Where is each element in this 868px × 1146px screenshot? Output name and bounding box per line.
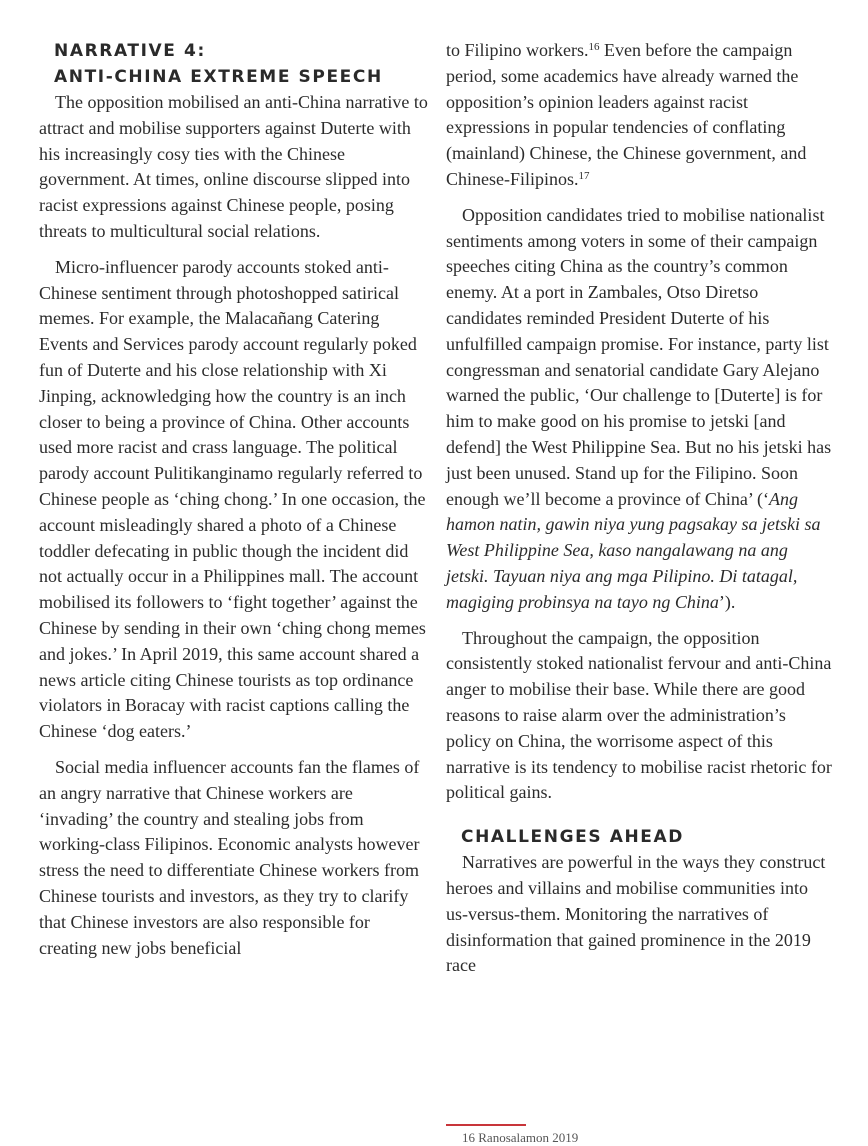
footnote: 16 Ranosalamon 2019 [462,1130,579,1145]
footnote-divider [446,1124,526,1126]
paragraph [446,203,832,616]
paragraph-text: to Filipino workers. [446,40,589,60]
paragraph: Throughout the campaign, the opposition consistently stoked nationalist fervour and anti-China anger to mobilise their base. While there are good reasons to raise alarm over the administration’s policy on China, the worrisome aspect of this narrative is its tendency to mobilise racist rhetoric for political gains. [446,627,832,803]
paragraph-text: Opposition candidates tried to mobilise nationalist sentiments among voters in some of their campaign speeches citing China as the country’s common enemy. At a port in Zambales, Otso Diretso candidates reminded President Duterte of his unfulfilled campaign promise. For instance, party list congressman and senatorial candidate Gary Alejano warned the public, ‘Our challenge to [Duterte] is for him to make good on his promise to jetski [and defend] the West Philippine Sea. But no his jetski has just been unused. Stand up for the Filipino. Soon enough we’ll become a province of China’ (‘ [446,204,832,509]
paragraph: The opposition mobilised an anti-China narrative to attract and mobilise supporters against Duterte with his increasingly cosy ties with the Chinese government. At times, online discourse slipped into racist expressions against Chinese people, posing threats to multicultural social relations. [39,92,428,241]
footnote-ref: 17 [578,169,590,182]
section-heading: CHALLENGES AHEAD [461,827,684,848]
footnote-ref: 16 [588,41,600,53]
right-column [446,38,832,979]
tagalog-quote: Ang hamon natin, gawin niya yung pagsakay sa jetski sa West Philippine Sea, kaso nangalawang na ang jetski. Tayuan niya ang mga Pilipino. Di tatagal, magiging probinsya na tayo ng China [446,488,821,612]
paragraph: Narratives are powerful in the ways they construct heroes and villains and mobilise communities into us-versus-them. Monitoring the narratives of disinformation that gained prominence in the 2019 race [446,852,826,976]
section-heading-line1: NARRATIVE 4: [54,41,206,61]
left-column [39,38,429,961]
paragraph-text: Even before the campaign period, some academics have already warned the opposition’s opinion leaders against racist expressions in popular tendencies of conflating (mainland) Chinese, the Chinese government, and Chinese-Filipinos. [446,40,807,189]
paragraph-text: ’). [718,591,736,612]
paragraph [446,38,832,193]
paragraph: Social media influencer accounts fan the flames of an angry narrative that Chinese workers are ‘invading’ the country and stealing jobs from working-class Filipinos. Economic analysts however stress the need to differentiate Chinese workers from Chinese tourists and investors, as they try to clarify that Chinese investors are also responsible for creating new jobs beneficial [39,756,420,958]
section-heading-line2: ANTI-CHINA EXTREME SPEECH [54,67,383,87]
paragraph: Micro-influencer parody accounts stoked anti-Chinese sentiment through photoshopped satirical memes. For example, the Malacañang Catering Events and Services parody account regularly poked fun of Duterte and his close relationship with Xi Jinping, acknowledging how the country is an inch closer to being a province of China. Other accounts used more racist and crass language. The political parody account Pulitikanginamo regularly referred to Chinese people as ‘ching chong.’ In one occasion, the account misleadingly shared a photo of a Chinese toddler defecating in public though the incident did not actually occur in a Philippines mall. The account mobilised its followers to ‘fight together’ against the Chinese by sending in their own ‘ching chong memes and jokes.’ In April 2019, this same account shared a news article citing Chinese tourists as top ordinance violators in Boracay with racist captions calling the Chinese ‘dog eaters.’ [39,256,426,742]
